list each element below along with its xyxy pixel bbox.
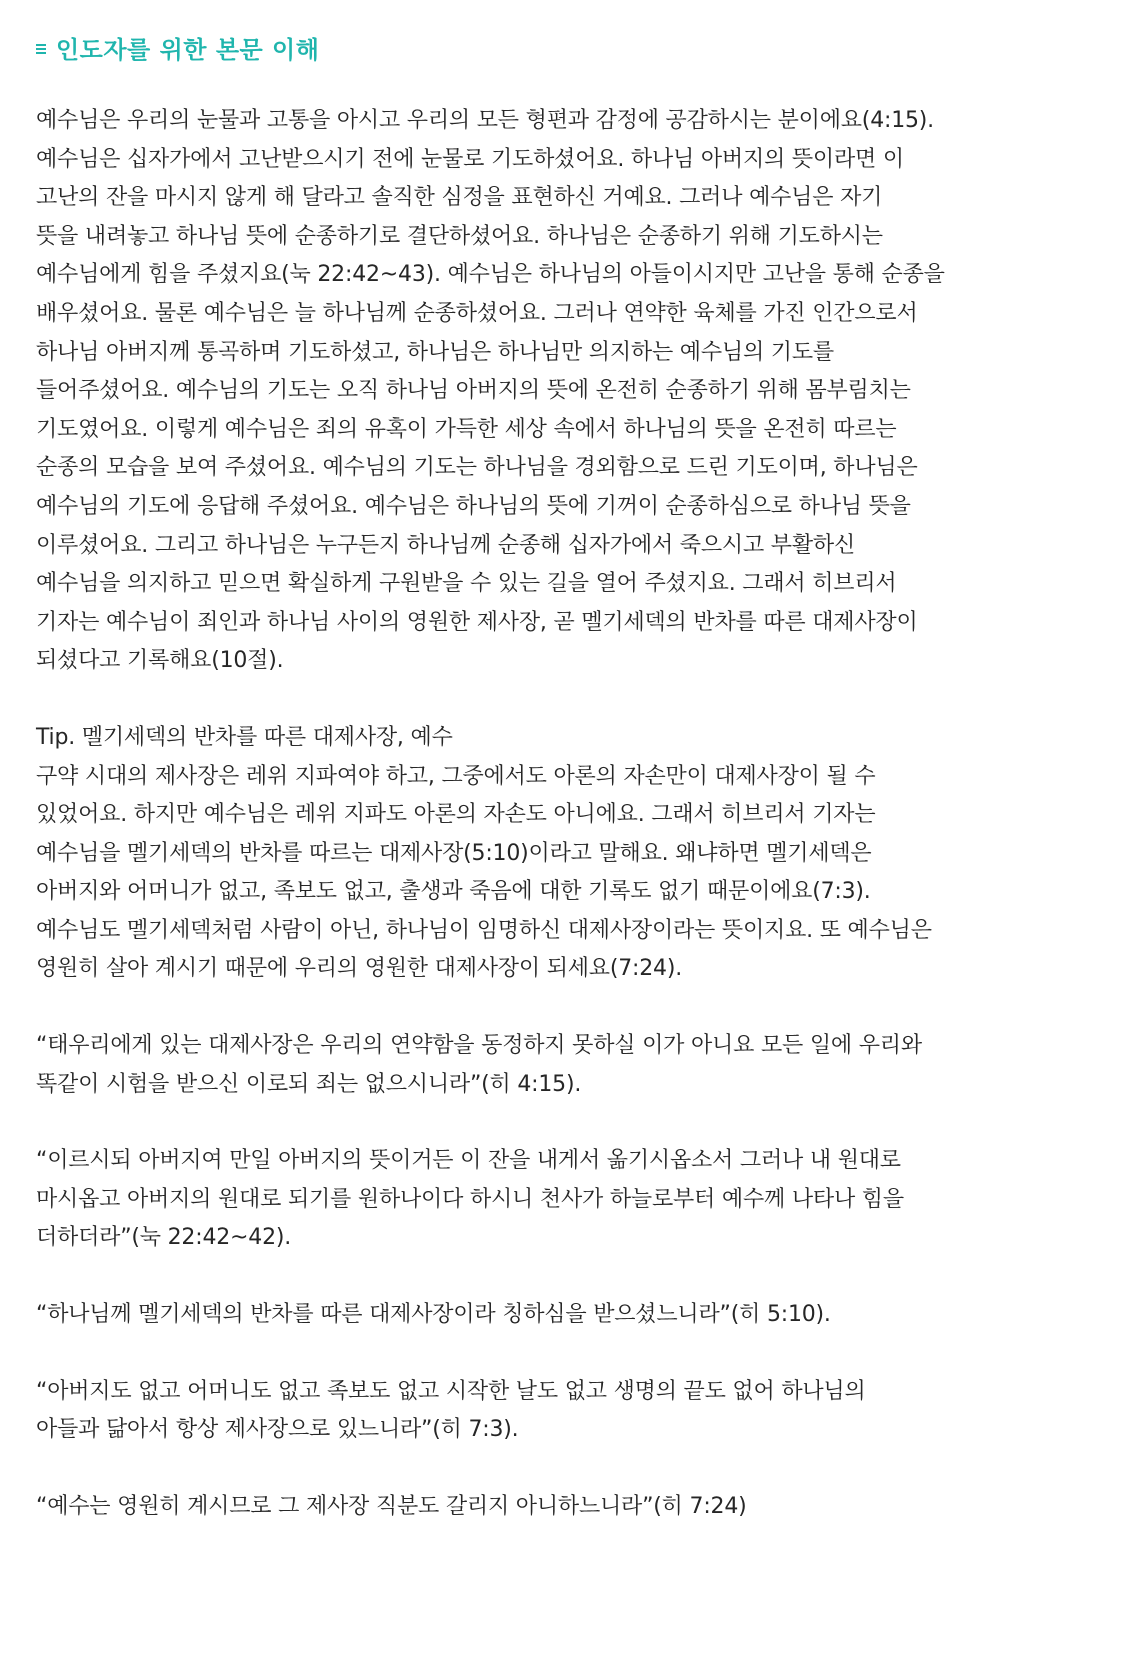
paragraph-line: 기자는 예수님이 죄인과 하나님 사이의 영원한 제사장, 곧 멜기세덱의 반차를 따른 대제사장이 <box>36 609 918 635</box>
paragraph-line: 들어주셨어요. 예수님의 기도는 오직 하나님 아버지의 뜻에 온전히 순종하기 위해 몸부림치는 <box>36 378 911 404</box>
paragraph-line: 예수님의 기도에 응답해 주셨어요. 예수님은 하나님의 뜻에 기꺼이 순종하심으로 하나님 뜻을 <box>36 493 911 519</box>
paragraph-line: 뜻을 내려놓고 하나님 뜻에 순종하기로 결단하셨어요. 하나님은 순종하기 위해 기도하시는 <box>36 223 883 249</box>
tip-paragraph <box>36 719 1116 989</box>
paragraph-line: 예수님을 멜기세덱의 반차를 따르는 대제사장(5:10)이라고 말해요. 왜냐하면 멜기세덱은 <box>36 840 872 866</box>
scripture-quote <box>36 1296 1116 1335</box>
scripture-quote <box>36 1488 1116 1527</box>
spacer <box>36 1104 1116 1142</box>
quote-line: 똑같이 시험을 받으신 이로되 죄는 없으시니라”(히 4:15). <box>36 1071 582 1097</box>
quote-line: “하나님께 멜기세덱의 반차를 따른 대제사장이라 칭하심을 받으셨느니라”(히 5:10). <box>36 1302 831 1328</box>
paragraph-line: 구약 시대의 제사장은 레위 지파여야 하고, 그중에서도 아론의 자손만이 대제사장이 될 수 <box>36 763 876 789</box>
paragraph-line: 순종의 모습을 보여 주셨어요. 예수님의 기도는 하나님을 경외함으로 드린 기도이며, 하나님은 <box>36 455 918 481</box>
paragraph-line: 고난의 잔을 마시지 않게 해 달라고 솔직한 심정을 표현하신 거예요. 그러나 예수님은 자기 <box>36 185 883 211</box>
paragraph-line: 예수님은 우리의 눈물과 고통을 아시고 우리의 모든 형편과 감정에 공감하시는 분이에요(4:15). <box>36 108 934 133</box>
spacer <box>36 681 1116 719</box>
section-title: 인도자를 위한 본문 이해 <box>56 35 320 64</box>
document-page <box>36 30 1116 1526</box>
paragraph-line: 영원히 살아 계시기 때문에 우리의 영원한 대제사장이 되세요(7:24). <box>36 956 683 982</box>
paragraph-line: 아버지와 어머니가 없고, 족보도 없고, 출생과 죽음에 대한 기록도 없기 때문이에요(7:3). <box>36 879 871 905</box>
quote-line: 아들과 닮아서 항상 제사장으로 있느니라”(히 7:3). <box>36 1417 519 1443</box>
paragraph-line: 예수님을 의지하고 믿으면 확실하게 구원받을 수 있는 길을 열어 주셨지요. 그래서 히브리서 <box>36 571 897 597</box>
paragraph-line: 이루셨어요. 그리고 하나님은 누구든지 하나님께 순종해 십자가에서 죽으시고 부활하신 <box>36 532 856 558</box>
spacer <box>36 1335 1116 1373</box>
paragraph-line: 예수님에게 힘을 주셨지요(눅 22:42~43). 예수님은 하나님의 아들이시지만 고난을 통해 순종을 <box>36 262 945 288</box>
quote-line: “예수는 영원히 계시므로 그 제사장 직분도 갈리지 아니하느니라”(히 7:24) <box>36 1493 747 1519</box>
spacer <box>36 1258 1116 1296</box>
quote-line: “이르시되 아버지여 만일 아버지의 뜻이거든 이 잔을 내게서 옮기시옵소서 그러나 내 원대로 <box>36 1148 901 1174</box>
spacer <box>36 989 1116 1027</box>
paragraph-line: 있었어요. 하지만 예수님은 레위 지파도 아론의 자손도 아니에요. 그래서 히브리서 기자는 <box>36 802 876 828</box>
quote-line: 더하더라”(눅 22:42~42). <box>36 1225 292 1251</box>
main-paragraph <box>36 102 1116 681</box>
quote-line: “아버지도 없고 어머니도 없고 족보도 없고 시작한 날도 없고 생명의 끝도 없어 하나님의 <box>36 1378 866 1404</box>
paragraph-line: 기도였어요. 이렇게 예수님은 죄의 유혹이 가득한 세상 속에서 하나님의 뜻을 온전히 따르는 <box>36 416 897 442</box>
section-heading <box>36 30 1116 64</box>
quote-line: “태우리에게 있는 대제사장은 우리의 연약함을 동정하지 못하실 이가 아니요 모든 일에 우리와 <box>36 1033 922 1059</box>
scripture-quote <box>36 1142 1116 1258</box>
paragraph-line: 되셨다고 기록해요(10절). <box>36 648 284 674</box>
paragraph-line: 예수님도 멜기세덱처럼 사람이 아닌, 하나님이 임명하신 대제사장이라는 뜻이지요. 또 예수님은 <box>36 917 932 943</box>
spacer <box>36 1450 1116 1488</box>
list-icon <box>36 43 47 54</box>
paragraph-line: 배우셨어요. 물론 예수님은 늘 하나님께 순종하셨어요. 그러나 연약한 육체를 가진 인간으로서 <box>36 300 918 326</box>
scripture-quote <box>36 1027 1116 1104</box>
paragraph-line: 하나님 아버지께 통곡하며 기도하셨고, 하나님은 하나님만 의지하는 예수님의 기도를 <box>36 339 834 365</box>
scripture-quote <box>36 1373 1116 1450</box>
paragraph-line: 예수님은 십자가에서 고난받으시기 전에 눈물로 기도하셨어요. 하나님 아버지의 뜻이라면 이 <box>36 146 904 172</box>
quote-line: 마시옵고 아버지의 원대로 되기를 원하나이다 하시니 천사가 하늘로부터 예수께 나타나 힘을 <box>36 1186 904 1212</box>
tip-title: Tip. 멜기세덱의 반차를 따른 대제사장, 예수 <box>36 724 453 750</box>
